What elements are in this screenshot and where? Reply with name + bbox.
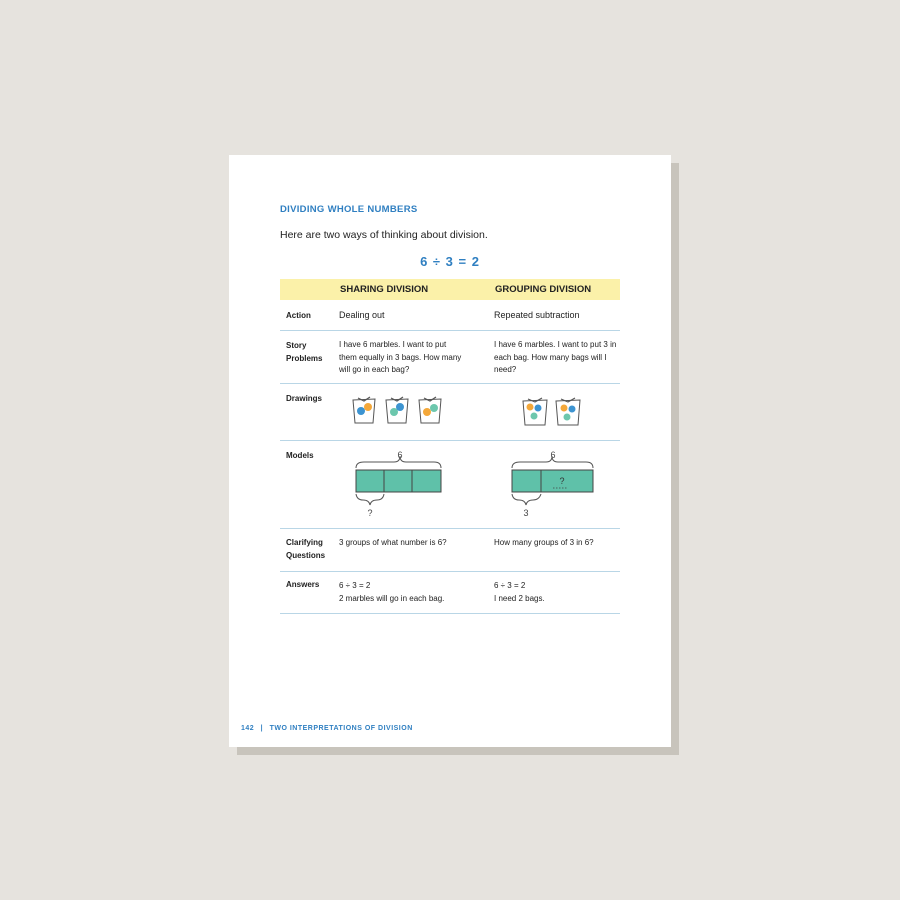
cell-grouping: How many groups of 3 in 6? xyxy=(494,538,594,547)
answer-text: I need 2 bags. xyxy=(494,593,545,603)
model-total-label: 6 xyxy=(550,450,556,460)
brace-icon xyxy=(512,456,593,468)
section-heading: DIVIDING WHOLE NUMBERS xyxy=(280,204,418,215)
footer-separator: | xyxy=(260,725,264,732)
header-grouping-division: GROUPING DIVISION xyxy=(495,284,592,295)
header-sharing-division: SHARING DIVISION xyxy=(340,284,429,295)
equation: 6 ÷ 3 = 2 xyxy=(420,254,480,269)
grouping-bar-model xyxy=(506,449,606,519)
page-number: 142 xyxy=(241,725,255,732)
answer-text: 2 marbles will go in each bag. xyxy=(339,593,445,603)
marble-icon xyxy=(357,407,365,415)
row-label: Models xyxy=(286,451,314,460)
model-unknown-label: ? xyxy=(559,476,565,486)
cell-sharing: Dealing out xyxy=(339,310,385,320)
row-clarifying-questions xyxy=(280,529,620,572)
row-action xyxy=(280,300,620,331)
row-answers xyxy=(280,572,620,614)
intro-text: Here are two ways of thinking about division. xyxy=(280,229,488,241)
marble-icon xyxy=(531,413,538,420)
cell-sharing: I have 6 marbles. I want to put them equally in 3 bags. How many will go in each bag? xyxy=(339,340,462,374)
marble-icon xyxy=(430,404,438,412)
bag-icon xyxy=(523,398,547,425)
cell-grouping: Repeated subtraction xyxy=(494,310,580,320)
bar-model xyxy=(512,470,593,492)
marble-icon xyxy=(396,403,404,411)
cell-grouping: I have 6 marbles. I want to put 3 in each bag. How many bags will I need? xyxy=(494,340,617,374)
grouping-bags-drawing xyxy=(520,395,590,429)
model-part-label: ? xyxy=(367,508,373,518)
book-page xyxy=(229,155,671,747)
marble-icon xyxy=(364,403,372,411)
marble-icon xyxy=(423,408,431,416)
page-footer xyxy=(241,725,417,732)
marble-icon xyxy=(561,405,568,412)
cell-grouping xyxy=(494,580,545,605)
row-models xyxy=(280,441,620,529)
row-label: Story Problems xyxy=(286,341,323,363)
marble-icon xyxy=(569,406,576,413)
brace-icon xyxy=(356,494,384,505)
chapter-title: TWO INTERPRETATIONS OF DIVISION xyxy=(269,725,413,732)
answer-equation: 6 ÷ 3 = 2 xyxy=(339,581,371,590)
row-label: Action xyxy=(286,311,311,320)
cell-sharing xyxy=(339,580,444,605)
marble-icon xyxy=(535,405,542,412)
model-part-label: 3 xyxy=(523,508,529,518)
row-label: Clarifying Questions xyxy=(286,538,326,560)
row-label: Answers xyxy=(286,580,320,589)
model-total-label: 6 xyxy=(397,450,403,460)
marble-icon xyxy=(564,414,571,421)
comparison-table xyxy=(280,279,620,614)
bar-model xyxy=(356,470,441,492)
marble-icon xyxy=(527,404,534,411)
bag-icon xyxy=(556,398,580,425)
sharing-bar-model xyxy=(350,449,450,519)
cell-sharing: 3 groups of what number is 6? xyxy=(339,538,447,547)
row-label: Drawings xyxy=(286,394,323,403)
sharing-bags-drawing xyxy=(350,394,450,428)
row-drawings xyxy=(280,384,620,441)
answer-equation: 6 ÷ 3 = 2 xyxy=(494,581,526,590)
table-header xyxy=(280,279,620,300)
row-story-problems xyxy=(280,331,620,384)
brace-icon xyxy=(512,494,541,505)
